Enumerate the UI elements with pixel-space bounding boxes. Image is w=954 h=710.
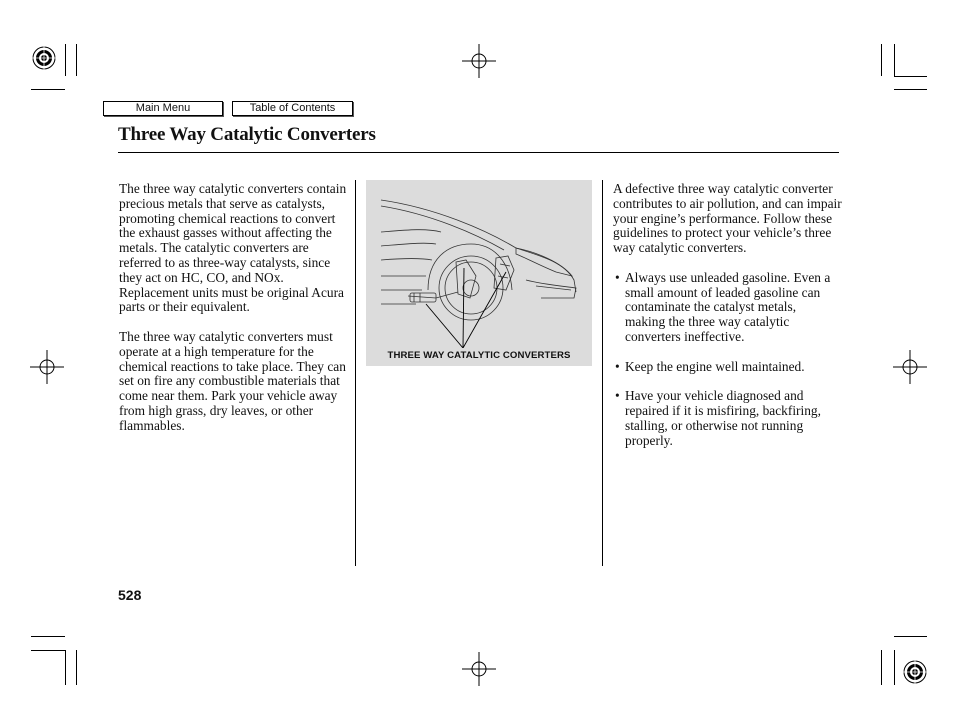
list-item: • Keep the engine well maintained. [613, 360, 843, 375]
registration-target-icon [901, 658, 929, 686]
car-underbody-illustration [366, 180, 592, 348]
crosshair-icon [893, 350, 927, 384]
main-menu-button[interactable]: Main Menu [103, 101, 223, 116]
paragraph: A defective three way catalytic converter contributes to air pollution, and can impair your engine’s performance. Follow these guidelines to protect your vehicle’s three way catalytic converters. [613, 181, 842, 256]
right-column [613, 182, 843, 448]
crosshair-icon [462, 44, 496, 78]
table-of-contents-button[interactable]: Table of Contents [232, 101, 353, 116]
title-rule [118, 152, 839, 153]
page-title: Three Way Catalytic Converters [118, 124, 376, 145]
left-column [119, 182, 349, 434]
list-item: • Always use unleaded gasoline. Even a small amount of leaded gasoline can contaminate the catalyst metals, making the three way catalytic converters ineffective. [613, 271, 831, 345]
column-divider [355, 180, 356, 566]
page-number: 528 [118, 587, 142, 603]
registration-target-icon [30, 44, 58, 72]
catalytic-converter-figure [366, 180, 592, 366]
crosshair-icon [462, 652, 496, 686]
figure-caption: THREE WAY CATALYTIC CONVERTERS [387, 350, 571, 361]
paragraph: The three way catalytic converters must operate at a high temperature for the chemical reactions to take place. They can set on fire any combustible materials that come near them. Park your vehicle away from high grass, dry leaves, or other flammables. [119, 328, 346, 433]
column-divider [602, 180, 603, 566]
list-item: • Have your vehicle diagnosed and repaired if it is misfiring, backfiring, stalling, or otherwise not running properly. [613, 389, 831, 448]
crosshair-icon [30, 350, 64, 384]
paragraph: The three way catalytic converters contain precious metals that serve as catalysts, promoting chemical reactions to convert the exhaust gasses without affecting the metals. The catalytic converters are referred to as three-way catalysts, since they act on HC, CO, and NOx. Replacement units must be original Acura parts or their equivalent. [119, 181, 347, 315]
